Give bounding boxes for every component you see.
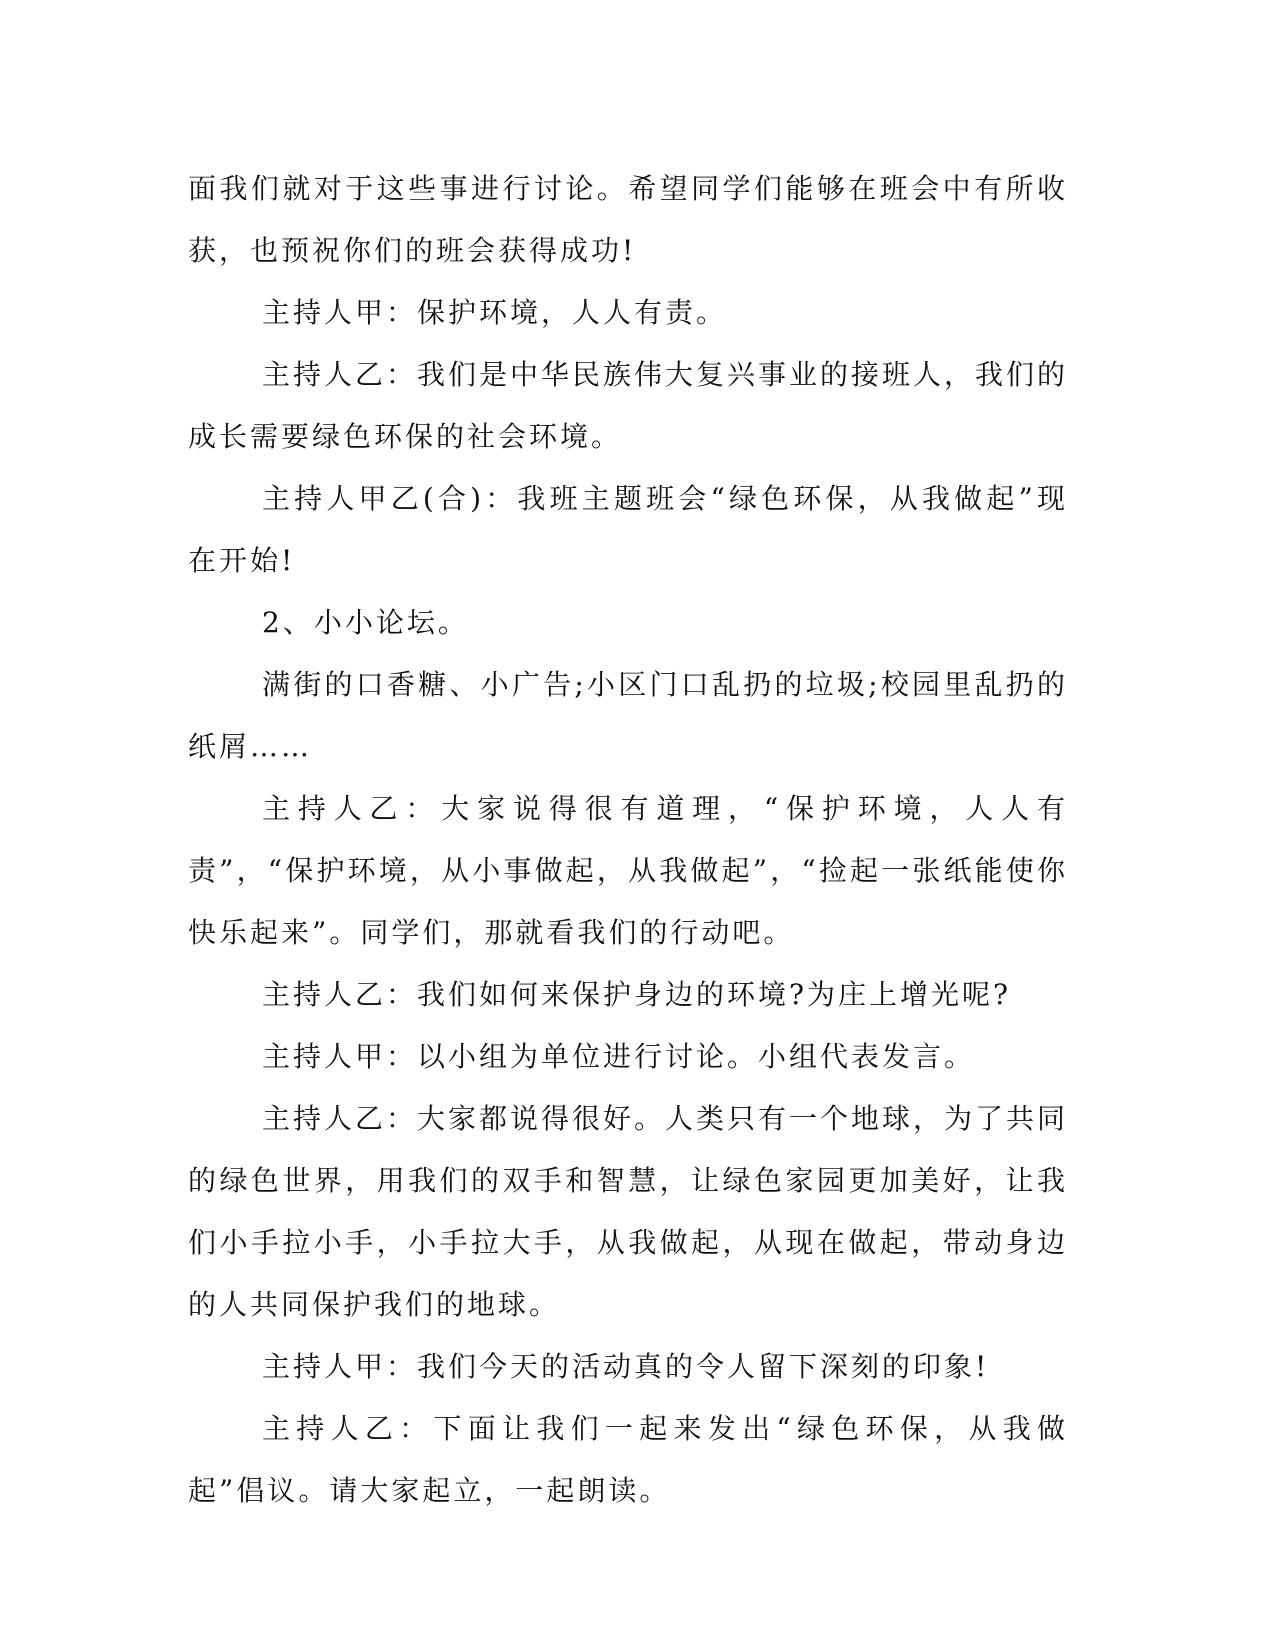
document-body: [188, 158, 1068, 1522]
section-heading: 2、小小论坛。: [262, 606, 469, 639]
paragraph: 主持人乙：下面让我们一起来发出“绿色环保，从我做起”倡议。请大家起立，一起朗读。: [188, 1412, 1068, 1507]
paragraph: 主持人乙：我们是中华民族伟大复兴事业的接班人，我们的成长需要绿色环保的社会环境。: [188, 358, 1069, 453]
paragraph: 满街的口香糖、小广告;小区门口乱扔的垃圾;校园里乱扔的纸屑……: [188, 668, 1068, 763]
paragraph: 主持人乙：大家都说得很好。人类只有一个地球，为了共同的绿色世界，用我们的双手和智慧，让绿色家园更加美好，让我们小手拉小手，小手拉大手，从我做起，从现在做起，带动身边的人共同保护我们的地球。: [188, 1102, 1069, 1321]
paragraph: 主持人乙：大家说得很有道理，“保护环境，人人有责”，“保护环境，从小事做起，从我做起”，“捡起一张纸能使你快乐起来”。同学们，那就看我们的行动吧。: [188, 792, 1068, 949]
paragraph: 主持人甲：以小组为单位进行讨论。小组代表发言。: [262, 1040, 976, 1073]
paragraph: 主持人甲乙(合)：我班主题班会“绿色环保，从我做起”现在开始!: [188, 482, 1068, 577]
paragraph: 主持人甲：保护环境，人人有责。: [262, 296, 728, 329]
paragraph: 面我们就对于这些事进行讨论。希望同学们能够在班会中有所收获，也预祝你们的班会获得成功!: [188, 172, 1068, 267]
paragraph: 主持人甲：我们今天的活动真的令人留下深刻的印象!: [262, 1350, 990, 1383]
paragraph: 主持人乙：我们如何来保护身边的环境?为庄上增光呢?: [262, 978, 1012, 1011]
